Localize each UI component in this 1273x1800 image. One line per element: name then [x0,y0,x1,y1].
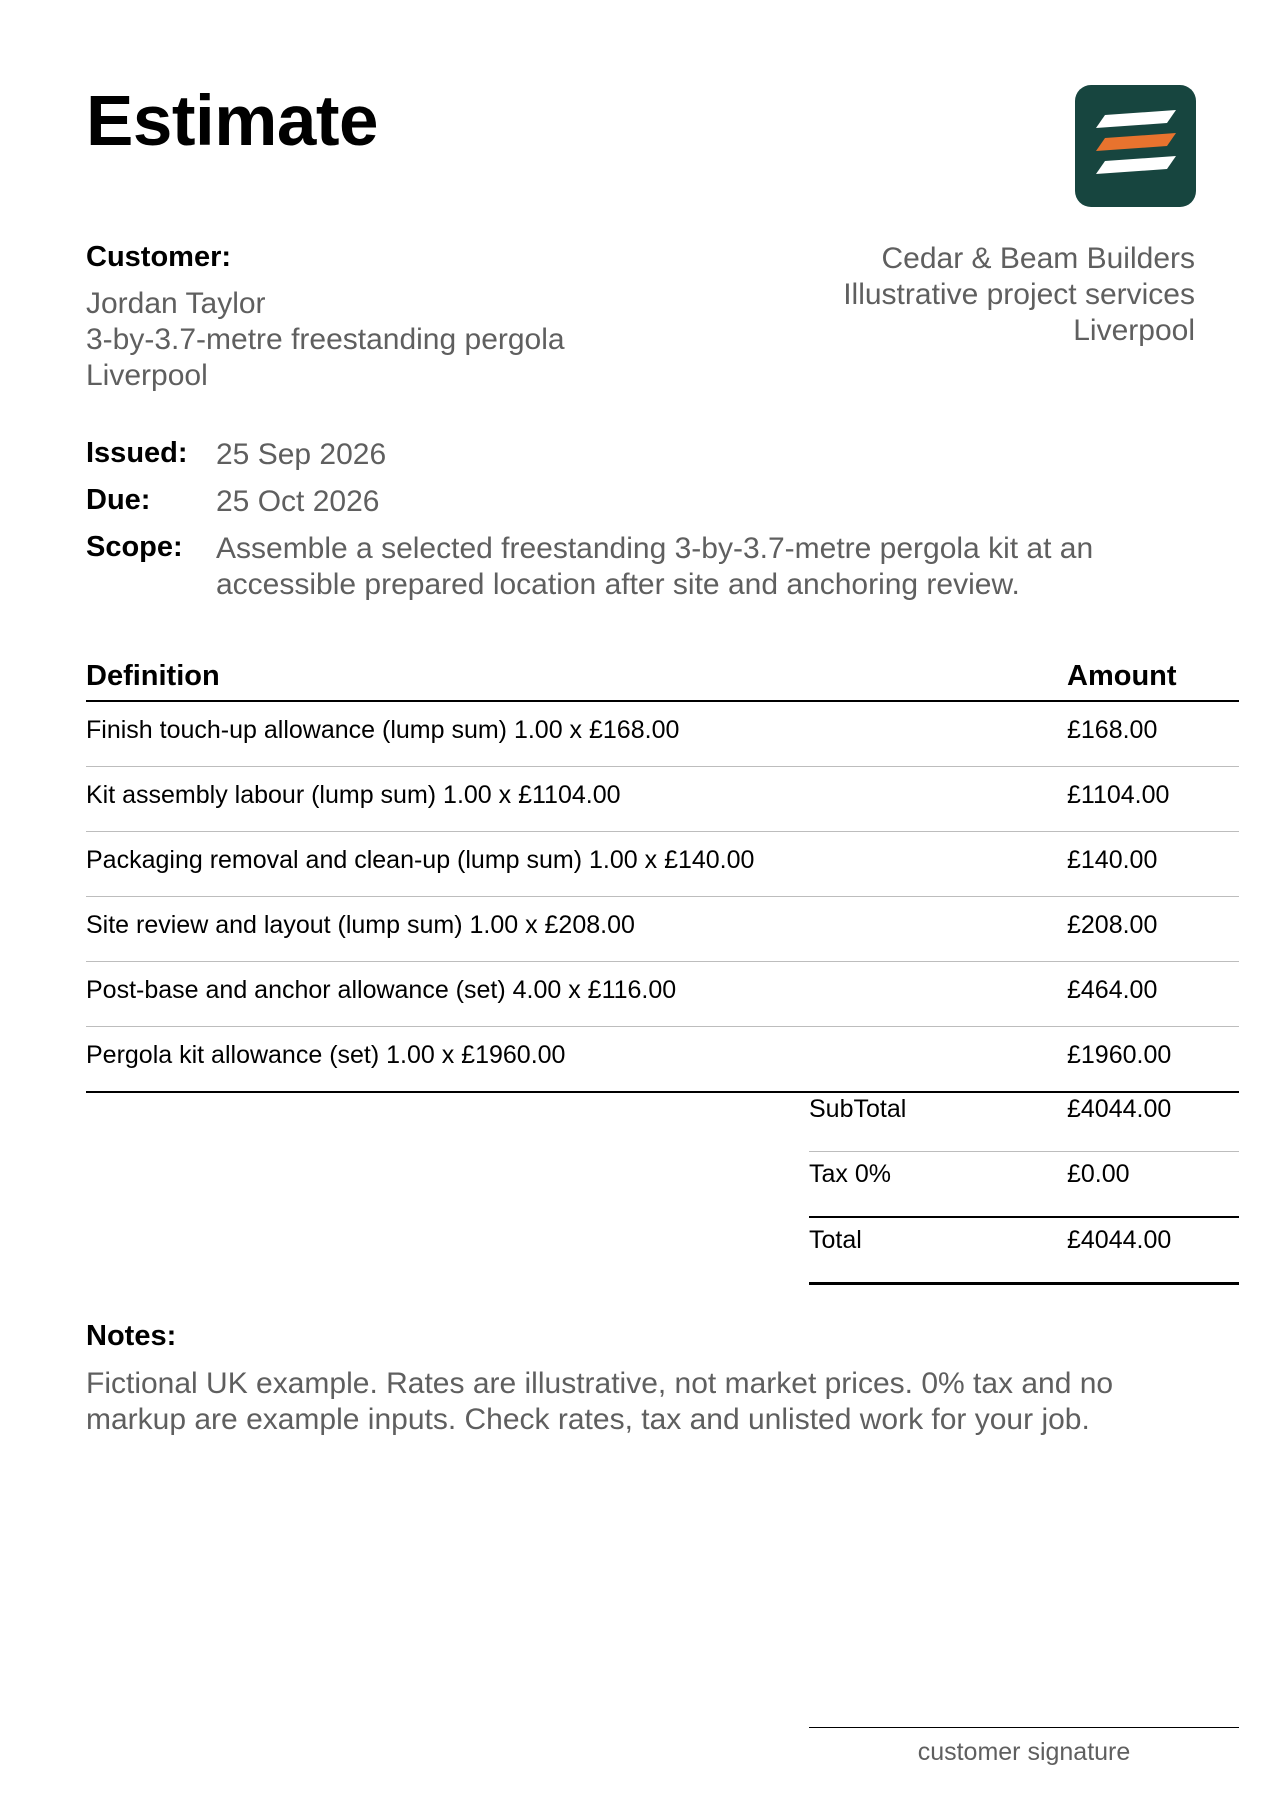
company-city: Liverpool [1073,314,1195,347]
row-definition: Pergola kit allowance (set) 1.00 x £1960.00 [86,1041,566,1069]
row-definition: Kit assembly labour (lump sum) 1.00 x £1104.00 [86,781,621,809]
subtotal-label: SubTotal [809,1095,907,1123]
table-row [86,1027,1239,1093]
table-header [86,654,1239,702]
row-definition: Site review and layout (lump sum) 1.00 x £208.00 [86,911,635,939]
company-details [843,241,1195,349]
notes-label: Notes: [86,1320,177,1352]
issued-date: 25 Sep 2026 [216,438,387,471]
document-title: Estimate [86,82,378,161]
company-tagline: Illustrative project services [843,278,1195,311]
row-definition: Post-base and anchor allowance (set) 4.00 x £116.00 [86,976,677,1004]
tax-label: Tax 0% [809,1160,891,1188]
row-definition: Packaging removal and clean-up (lump sum) 1.00 x £140.00 [86,846,755,874]
table-row [86,702,1239,767]
table-row [86,832,1239,897]
tax-row [809,1152,1239,1218]
total-label: Total [809,1226,862,1254]
amount-header: Amount [1067,660,1177,692]
company-name: Cedar & Beam Builders [881,242,1195,275]
row-amount: £1960.00 [1067,1041,1172,1069]
customer-project: 3-by-3.7-metre freestanding pergola [86,323,565,356]
subtotal-value: £4044.00 [1067,1095,1172,1123]
customer-name: Jordan Taylor [86,287,266,320]
row-amount: £168.00 [1067,716,1158,744]
total-value: £4044.00 [1067,1226,1172,1254]
definition-header: Definition [86,660,220,692]
scope-label: Scope: [86,531,183,563]
row-amount: £1104.00 [1067,781,1170,809]
customer-details [86,286,565,394]
line-items-table [86,654,1239,1093]
total-row [809,1218,1239,1285]
totals-block [809,1087,1239,1285]
issued-label: Issued: [86,437,188,469]
row-definition: Finish touch-up allowance (lump sum) 1.00 x £168.00 [86,716,680,744]
tax-value: £0.00 [1067,1160,1130,1188]
customer-city: Liverpool [86,359,208,392]
table-row [86,897,1239,962]
table-row [86,767,1239,832]
customer-label: Customer: [86,241,232,273]
stacked-planks-logo-icon [1075,85,1196,207]
subtotal-row [809,1087,1239,1152]
scope-text: Assemble a selected freestanding 3-by-3.7-metre pergola kit at an accessible prepared location after site and anchoring review. [216,532,1094,601]
due-date: 25 Oct 2026 [216,485,380,518]
row-amount: £464.00 [1067,976,1158,1004]
row-amount: £208.00 [1067,911,1158,939]
signature-line [809,1727,1239,1728]
signature-label: customer signature [917,1738,1131,1766]
company-logo [1075,85,1196,207]
due-label: Due: [86,484,151,516]
notes-text: Fictional UK example. Rates are illustrative, not market prices. 0% tax and no markup are example inputs. Check rates, tax and unlisted work for your job. [86,1367,1114,1436]
row-amount: £140.00 [1067,846,1158,874]
table-row [86,962,1239,1027]
